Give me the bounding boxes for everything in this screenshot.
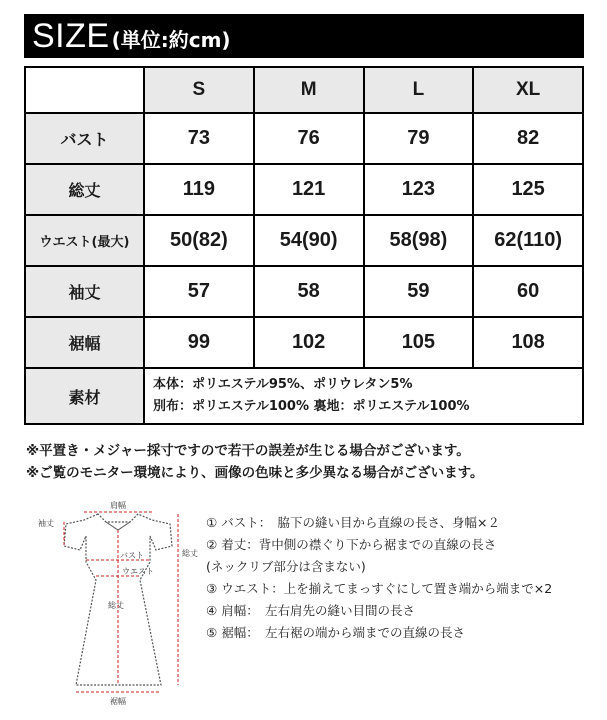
measure-item-length (206, 534, 552, 556)
size-header-xl: XL (473, 67, 583, 113)
measure-number: ④ (206, 603, 218, 618)
table-cell: 62(110) (473, 215, 583, 266)
table-row-material (25, 368, 583, 424)
measure-text: (ネックリブ部分は含まない) (206, 559, 366, 574)
table-row-length (25, 164, 583, 215)
measure-text: 着丈：背中側の襟ぐり下から裾までの直線の長さ (221, 537, 497, 552)
table-cell: 108 (473, 317, 583, 368)
material-line-1: 本体：ポリエステル95%、ポリウレタン5% (153, 377, 413, 392)
table-cell: 125 (473, 164, 583, 215)
measure-text: 裾幅： 左右裾の端から端までの直線の長さ (221, 625, 465, 640)
measure-number: ② (206, 537, 218, 552)
measure-number: ⑤ (206, 625, 218, 640)
table-cell: 50(82) (144, 215, 254, 266)
table-cell: 73 (144, 113, 254, 164)
table-cell: 76 (254, 113, 364, 164)
size-title: SIZE (32, 17, 110, 55)
row-label: 素材 (25, 368, 144, 424)
diagram-label-length: 総丈 (108, 601, 124, 610)
measure-item-bust (206, 512, 552, 534)
table-cell: 123 (364, 164, 474, 215)
table-cell: 99 (144, 317, 254, 368)
measure-text: バスト： 脇下の縫い目から直線の長さ、身幅×２ (221, 515, 500, 530)
size-table (24, 66, 584, 425)
size-header-s: S (144, 67, 254, 113)
row-label: バスト (25, 113, 144, 164)
table-cell: 119 (144, 164, 254, 215)
measurement-guide (206, 512, 552, 644)
row-label: 総丈 (25, 164, 144, 215)
table-cell: 82 (473, 113, 583, 164)
table-cell: 102 (254, 317, 364, 368)
unit-label: (単位:約cm) (111, 28, 231, 52)
measure-number: ③ (206, 581, 218, 596)
diagram-label-total-length: 総丈 (182, 549, 198, 558)
table-cell: 57 (144, 266, 254, 317)
row-label: ウエスト(最大) (25, 215, 144, 266)
measure-item-length-note (206, 556, 552, 578)
row-label: 裾幅 (25, 317, 144, 368)
table-cell: 54(90) (254, 215, 364, 266)
table-cell: 59 (364, 266, 474, 317)
notes (26, 440, 484, 484)
note-measurement-error: ※平置き・メジャー採寸ですので若干の誤差が生じる場合がございます。 (26, 443, 470, 459)
table-row-bust (25, 113, 583, 164)
table-row-sleeve (25, 266, 583, 317)
diagram-label-bust: バスト (120, 551, 144, 560)
table-corner-cell (25, 67, 144, 113)
measure-item-shoulder (206, 600, 552, 622)
measure-item-hem (206, 622, 552, 644)
material-line-2: 別布：ポリエステル100% 裏地：ポリエステル100% (153, 399, 470, 414)
size-header-l: L (364, 67, 474, 113)
measure-text: ウエスト：上を揃えてまっすぐにして置き端から端まで×2 (221, 581, 553, 596)
table-header-row (25, 67, 583, 113)
diagram-label-hem: 裾幅 (110, 697, 126, 706)
diagram-label-shoulder: 肩幅 (110, 501, 126, 510)
size-header (24, 14, 584, 58)
table-cell: 105 (364, 317, 474, 368)
diagram-label-waist: ウエスト (122, 567, 154, 576)
row-label: 袖丈 (25, 266, 144, 317)
size-header-m: M (254, 67, 364, 113)
diagram-label-sleeve: 袖丈 (38, 519, 54, 528)
table-row-waist (25, 215, 583, 266)
measure-number: ① (206, 515, 218, 530)
table-cell: 79 (364, 113, 474, 164)
measure-text: 肩幅： 左右肩先の縫い目間の長さ (221, 603, 415, 618)
table-cell: 58 (254, 266, 364, 317)
measure-item-waist (206, 578, 552, 600)
table-cell: 121 (254, 164, 364, 215)
material-cell (144, 368, 583, 424)
table-cell: 58(98) (364, 215, 474, 266)
table-cell: 60 (473, 266, 583, 317)
table-row-hem (25, 317, 583, 368)
note-monitor-color: ※ご覧のモニター環境により、画像の色味と多少異なる場合がございます。 (26, 465, 484, 481)
dress-diagram (36, 500, 206, 710)
